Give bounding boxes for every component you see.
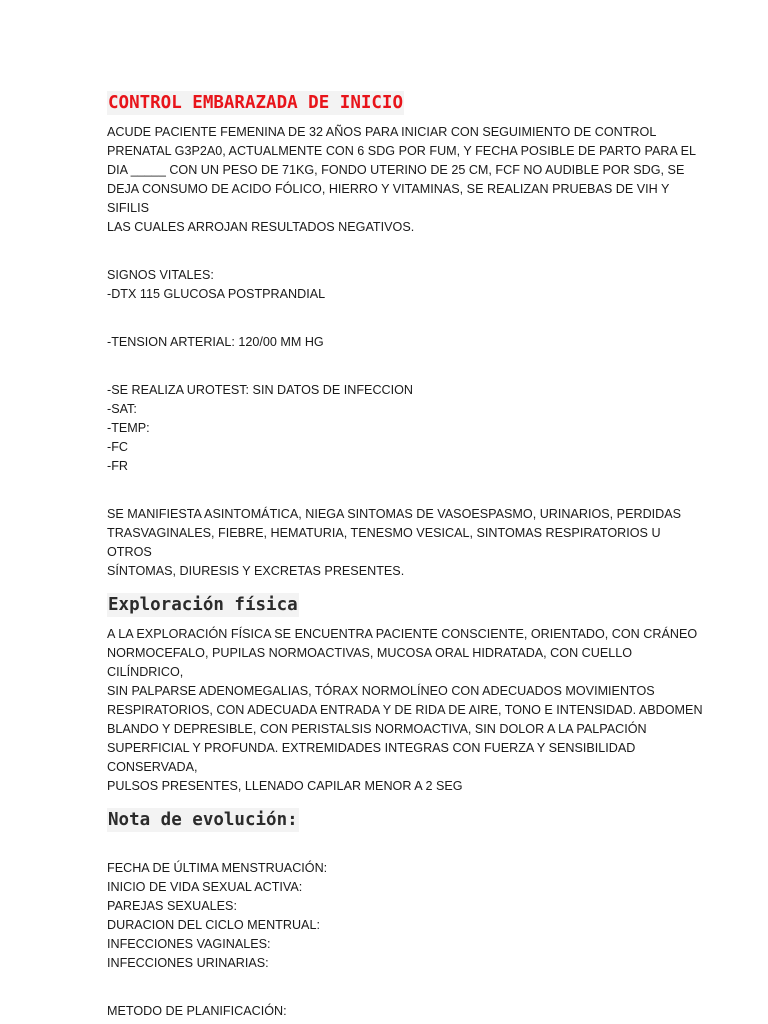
evolution-item-ivsa: INICIO DE VIDA SEXUAL ACTIVA: — [107, 880, 303, 894]
evolution-list — [107, 840, 707, 992]
evolution-item-vaginales: INFECCIONES VAGINALES: — [107, 937, 271, 951]
vitals-temp: -TEMP: — [107, 421, 150, 435]
evolution-item-parejas: PAREJAS SEXUALES: — [107, 899, 237, 913]
vitals-tension: -TENSION ARTERIAL: 120/00 MM HG — [107, 335, 324, 349]
evolution-item-fum: FECHA DE ÚLTIMA MENSTRUACIÓN: — [107, 861, 328, 875]
vitals-urotest: -SE REALIZA UROTEST: SIN DATOS DE INFECCION — [107, 383, 414, 397]
symptoms-paragraph: SE MANIFIESTA ASINTOMÁTICA, NIEGA SINTOMAS DE VASOESPASMO, URINARIOS, PERDIDAS TRASVAGINALES, FIEBRE, HEMATURIA, TENESMO VESICAL, SINTOMAS RESPIRATORIOS U OTROS SÍNTOMAS, DIURESIS Y EXCRETAS PRESENTES. — [107, 507, 682, 578]
exploration-heading: Exploración física — [108, 595, 298, 615]
document-page — [107, 91, 707, 1021]
exploration-paragraph: A LA EXPLORACIÓN FÍSICA SE ENCUENTRA PACIENTE CONSCIENTE, ORIENTADO, CON CRÁNEO NORMOCEFALO, PUPILAS NORMOACTIVAS, MUCOSA ORAL HIDRATADA, CON CUELLO CILÍNDRICO, SIN PALPARSE ADENOMEGALIAS, TÓRAX NORMOLÍNEO CON ADECUADOS MOVIMIENTOS RESPIRATORIOS, CON ADECUADA ENTRADA Y DE RIDA DE AIRE, TONO E INTENSIDAD. ABDOMEN BLANDO Y DEPRESIBLE, CON PERISTALSIS NORMOACTIVA, SIN DOLOR A LA PALPACIÓN SUPERFICIAL Y PROFUNDA. EXTREMIDADES INTEGRAS CON FUERZA Y SENSIBILIDAD CONSERVADA, PULSOS PRESENTES, LLENADO CAPILAR MENOR A 2 SEG — [107, 627, 703, 793]
vitals-label: SIGNOS VITALES: — [107, 268, 214, 282]
vitals-sat: -SAT: — [107, 402, 137, 416]
evolution-item-ciclo: DURACION DEL CICLO MENTRUAL: — [107, 918, 320, 932]
vitals-dtx: -DTX 115 GLUCOSA POSTPRANDIAL — [107, 287, 326, 301]
evolution-heading: Nota de evolución: — [108, 810, 298, 830]
vitals-list — [107, 362, 707, 495]
evolution-item-urinarias: INFECCIONES URINARIAS: — [107, 956, 269, 970]
vitals-fr: -FR — [107, 459, 128, 473]
vitals-block — [107, 247, 707, 323]
vitals-fc: -FC — [107, 440, 128, 454]
document-title: CONTROL EMBARAZADA DE INICIO — [108, 93, 404, 113]
intro-paragraph: ACUDE PACIENTE FEMENINA DE 32 AÑOS PARA INICIAR CON SEGUIMIENTO DE CONTROL PRENATAL G3P2A0, ACTUALMENTE CON 6 SDG POR FUM, Y FECHA POSIBLE DE PARTO PARA EL DIA _____ CON UN PESO DE 71KG, FONDO UTERINO DE 25 CM, FCF NO AUDIBLE POR SDG, SE DEJA CONSUMO DE ACIDO FÓLICO, HIERRO Y VITAMINAS, SE REALIZAN PRUEBAS DE VIH Y SIFILIS LAS CUALES ARROJAN RESULTADOS NEGATIVOS. — [107, 125, 697, 234]
evolution-planning: METODO DE PLANIFICACIÓN: — [107, 1004, 287, 1018]
